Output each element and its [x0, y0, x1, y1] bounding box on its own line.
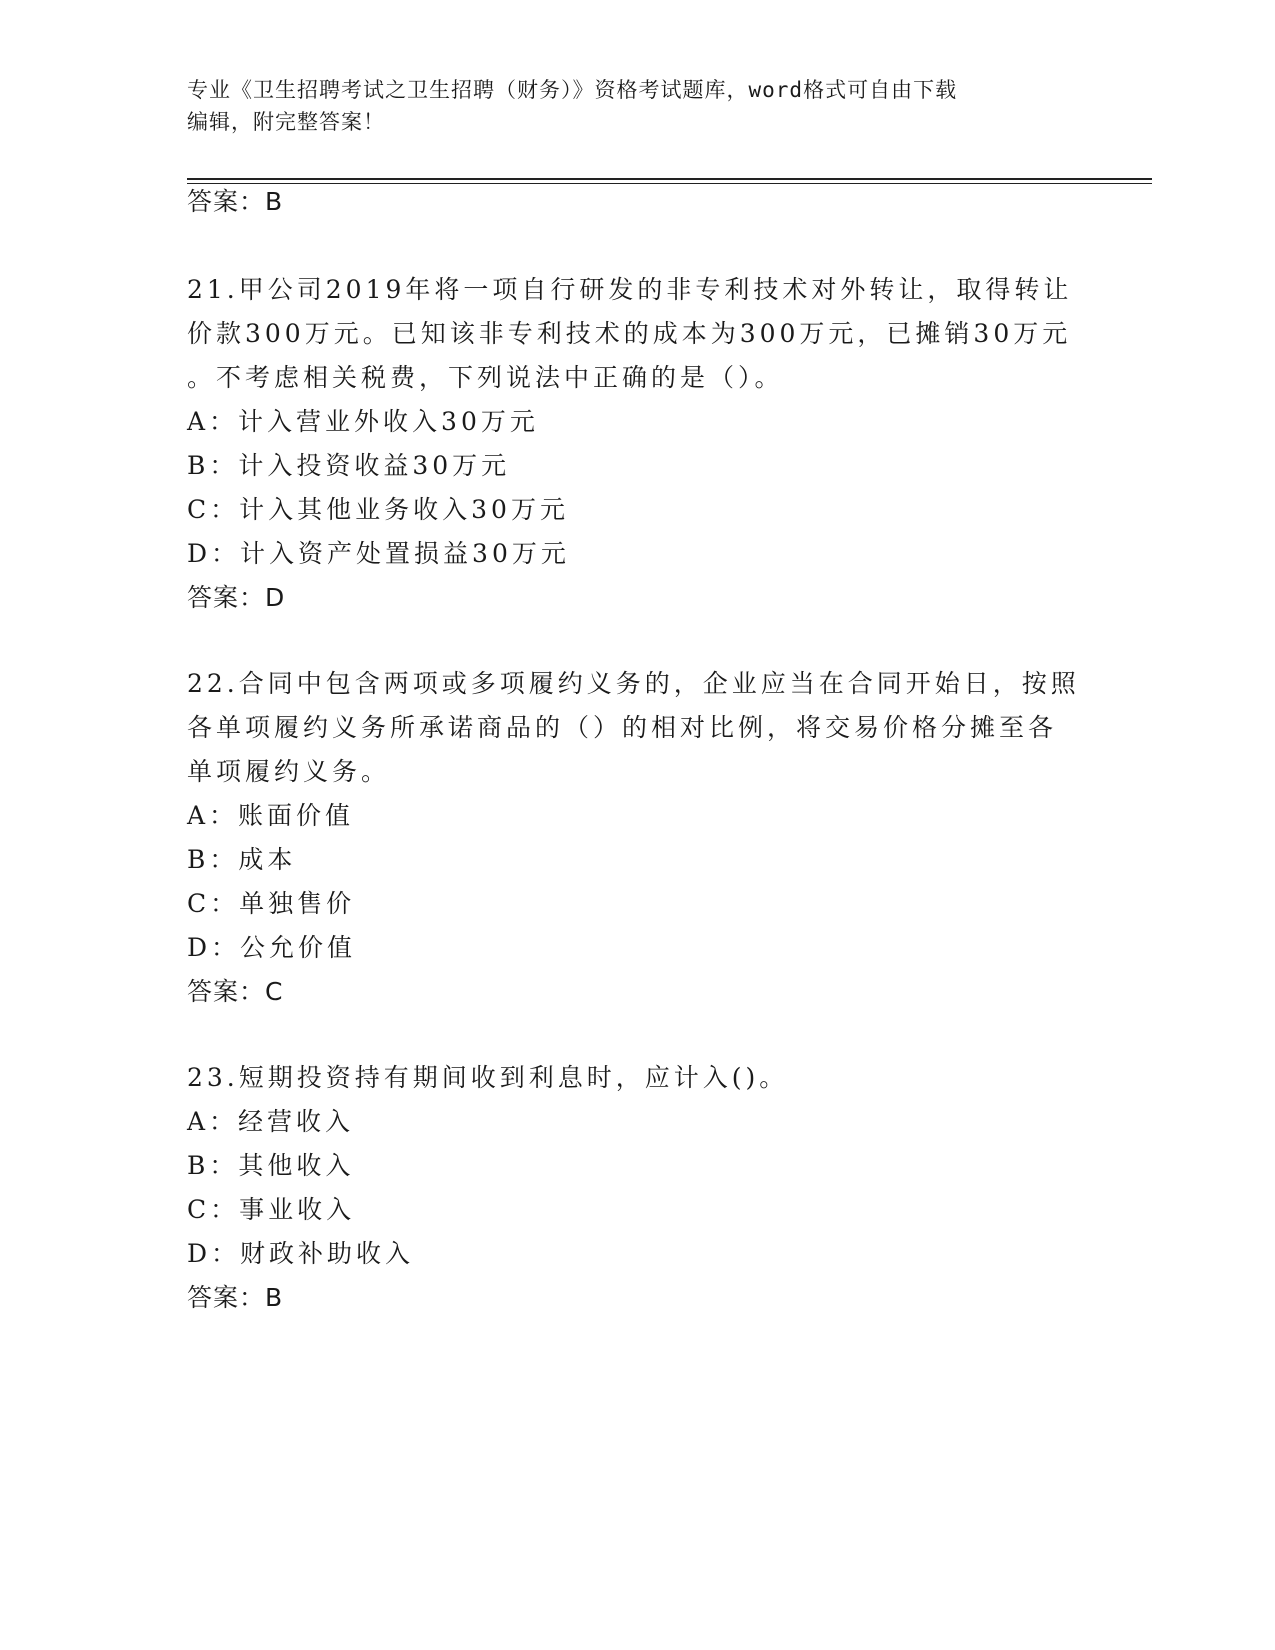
answer-previous: 答案：B [187, 187, 284, 216]
question-22-line-1: 22.合同中包含两项或多项履约义务的，企业应当在合同开始日，按照 [187, 669, 1080, 698]
question-23-option-b: B：其他收入 [187, 1151, 355, 1180]
question-22-line-3: 单项履约义务。 [187, 757, 391, 786]
question-21-option-a: A：计入营业外收入30万元 [187, 407, 539, 436]
header-line-1: 专业《卫生招聘考试之卫生招聘（财务）》资格考试题库，word格式可自由下载 [187, 78, 958, 102]
question-21-answer: 答案：D [187, 583, 286, 612]
document-header [187, 74, 1087, 138]
question-21-option-d: D：计入资产处置损益30万元 [187, 539, 570, 568]
question-21-line-3: 。不考虑相关税费，下列说法中正确的是（）。 [187, 363, 784, 392]
question-23-option-d: D：财政补助收入 [187, 1239, 415, 1268]
question-22-option-a: A：账面价值 [187, 801, 355, 830]
question-22-option-b: B：成本 [187, 845, 297, 874]
question-22-answer: 答案：C [187, 977, 284, 1006]
header-line-2: 编辑，附完整答案！ [187, 110, 385, 134]
question-21-option-b: B：计入投资收益30万元 [187, 451, 511, 480]
question-21-line-2: 价款300万元。已知该非专利技术的成本为300万元，已摊销30万元 [187, 319, 1072, 348]
header-divider-thick [187, 178, 1152, 180]
question-23-answer: 答案：B [187, 1283, 284, 1312]
question-22-option-d: D：公允价值 [187, 933, 357, 962]
question-22-line-2: 各单项履约义务所承诺商品的（）的相对比例，将交易价格分摊至各 [187, 713, 1058, 742]
question-21-line-1: 21.甲公司2019年将一项自行研发的非专利技术对外转让，取得转让 [187, 275, 1073, 304]
question-21-option-c: C：计入其他业务收入30万元 [187, 495, 569, 524]
question-23-option-a: A：经营收入 [187, 1107, 355, 1136]
question-23-option-c: C：事业收入 [187, 1195, 356, 1224]
question-23-line-1: 23.短期投资持有期间收到利息时，应计入()。 [187, 1063, 789, 1092]
question-22-option-c: C：单独售价 [187, 889, 356, 918]
header-divider-thin [187, 183, 1152, 184]
